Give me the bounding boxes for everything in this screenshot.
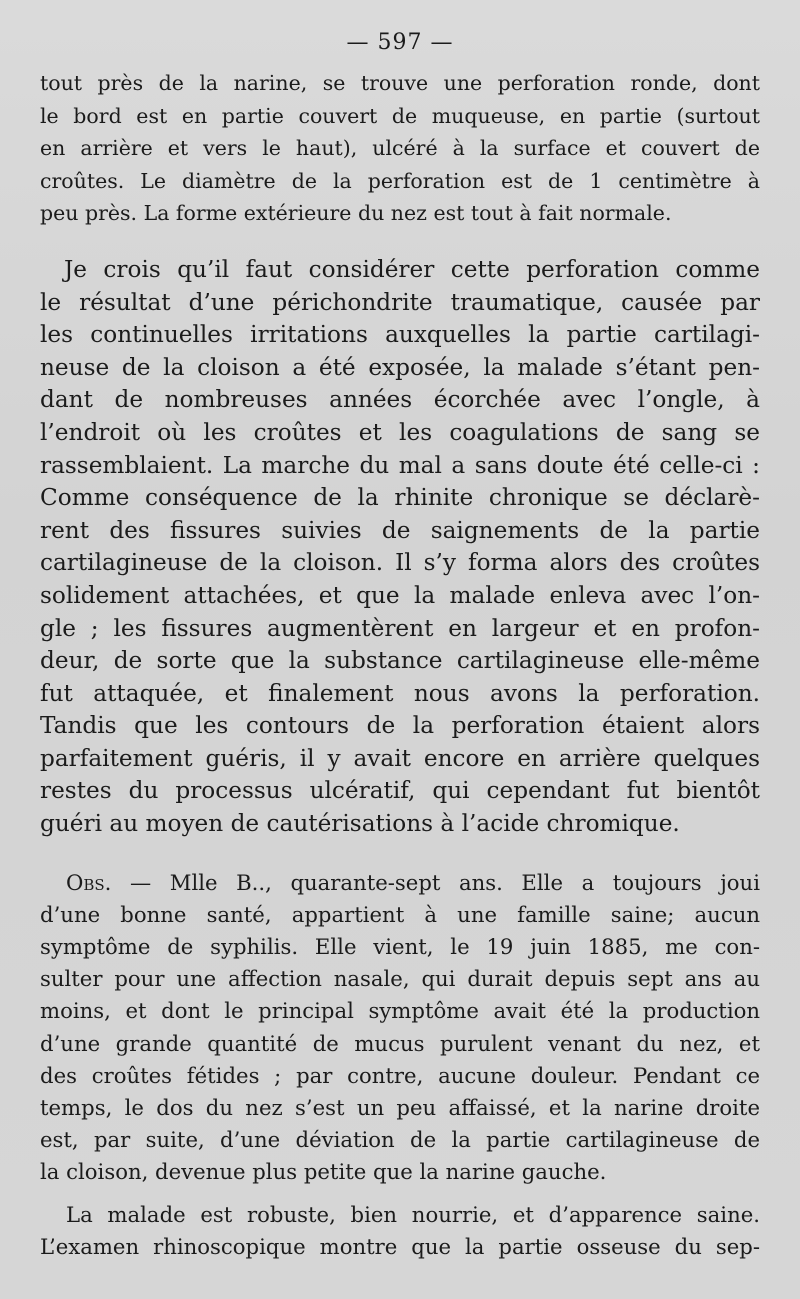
page-number: — 597 —	[346, 30, 454, 55]
text-line: moins, et dont le principal symptôme avait été la production	[40, 998, 760, 1024]
text-line: croûtes. Le diamètre de la perforation est de 1 centimètre à	[40, 168, 760, 193]
text-line: fut attaquée, et finalement nous avons la perforation.	[40, 679, 760, 707]
observation-label: Obs.	[66, 869, 112, 895]
text-line: le résultat d’une périchondrite traumatique, causée par	[40, 288, 760, 316]
text-line: sulter pour une affection nasale, qui durait depuis sept ans au	[40, 966, 760, 992]
text-line: en arrière et vers le haut), ulcéré à la surface et couvert de	[40, 136, 760, 161]
text-line: deur, de sorte que la substance cartilagineuse elle-même	[40, 647, 760, 675]
text-line: L’examen rhinoscopique montre que la partie osseuse du sep-	[40, 1233, 760, 1259]
text-line: est, par suite, d’une déviation de la partie cartilagineuse de	[40, 1127, 760, 1153]
text-line: l’endroit où les croûtes et les coagulations de sang se	[40, 418, 760, 446]
text-line: guéri au moyen de cautérisations à l’acide chromique.	[40, 810, 680, 838]
paragraph-2	[40, 254, 760, 841]
text-line: la cloison, devenue plus petite que la narine gauche.	[40, 1159, 607, 1185]
text-line: symptôme de syphilis. Elle vient, le 19 juin 1885, me con-	[40, 934, 760, 960]
text-line: parfaitement guéris, il y avait encore en arrière quelques	[40, 744, 760, 772]
text-line: Tandis que les contours de la perforation étaient alors	[40, 712, 760, 740]
text-line: d’une bonne santé, appartient à une famille saine; aucun	[40, 901, 760, 927]
text-line: Je crois qu’il faut considérer cette perforation comme	[64, 255, 760, 283]
text-line: d’une grande quantité de mucus purulent venant du nez, et	[40, 1030, 760, 1056]
text-line-content: — Mlle B.., quarante-sept ans. Elle a toujours joui	[129, 869, 760, 895]
text-line: solidement attachées, et que la malade enleva avec l’on-	[40, 581, 760, 609]
text-line: rassemblaient. La marche du mal a sans doute été celle-ci :	[40, 451, 760, 479]
paragraph-1	[40, 67, 760, 230]
text-line: neuse de la cloison a été exposée, la malade s’étant pen-	[40, 353, 760, 381]
paragraph-observation	[40, 867, 760, 1189]
text-line: restes du processus ulcératif, qui cependant fut bientôt	[40, 777, 760, 805]
text-line: tout près de la narine, se trouve une perforation ronde, dont	[40, 71, 760, 95]
text-line: dant de nombreuses années écorchée avec l’ongle, à	[40, 386, 760, 414]
text-line: rent des fissures suivies de saignements de la partie	[40, 516, 760, 544]
text-line: La malade est robuste, bien nourrie, et d’apparence saine.	[66, 1201, 760, 1227]
text-line: Comme conséquence de la rhinite chronique se déclarè-	[40, 484, 760, 512]
text-line: cartilagineuse de la cloison. Il s’y forma alors des croûtes	[40, 549, 760, 577]
text-line: des croûtes fétides ; par contre, aucune douleur. Pendant ce	[40, 1062, 760, 1088]
text-line: les continuelles irritations auxquelles la partie cartilagi-	[40, 321, 760, 349]
text-line: le bord est en partie couvert de muqueuse, en partie (surtout	[40, 103, 760, 128]
paragraph-4	[40, 1199, 760, 1263]
text-line: peu près. La forme extérieure du nez est tout à fait normale.	[40, 201, 672, 226]
text-line: temps, le dos du nez s’est un peu affaissé, et la narine droite	[40, 1095, 760, 1121]
text-line	[40, 867, 760, 899]
text-line: gle ; les fissures augmentèrent en largeur et en profon-	[40, 614, 760, 642]
